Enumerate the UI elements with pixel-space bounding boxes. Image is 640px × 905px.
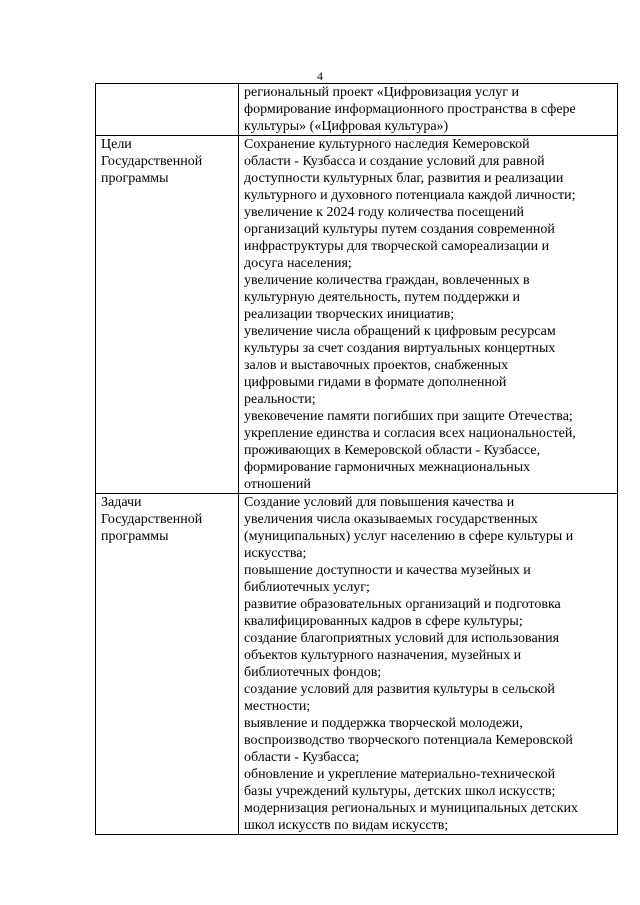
row-label-line: программы bbox=[101, 529, 169, 544]
content-line: культуры за счет создания виртуальных концертных bbox=[244, 341, 556, 356]
content-line: увеличения числа оказываемых государственных bbox=[244, 512, 538, 527]
row-label-line: Задачи bbox=[101, 495, 142, 510]
program-passport-table bbox=[95, 83, 618, 835]
row-label-cell bbox=[96, 494, 239, 835]
content-line: школ искусств по видам искусств; bbox=[244, 818, 449, 833]
content-line: увековечение памяти погибших при защите Отечества; bbox=[244, 409, 573, 424]
content-line: увеличение к 2024 году количества посещений bbox=[244, 205, 524, 220]
content-line: инфраструктуры для творческой самореализации и bbox=[244, 239, 550, 254]
row-content-cell bbox=[239, 136, 618, 494]
content-line: искусства; bbox=[244, 546, 307, 561]
content-line: увеличение числа обращений к цифровым ресурсам bbox=[244, 324, 556, 339]
content-line: доступности культурных благ, развития и реализации bbox=[244, 171, 564, 186]
content-line: области - Кузбасса; bbox=[244, 750, 360, 765]
content-line: квалифицированных кадров в сфере культуры; bbox=[244, 614, 523, 629]
content-line: местности; bbox=[244, 699, 311, 714]
content-line: области - Кузбасса и создание условий для равной bbox=[244, 154, 545, 169]
content-line: досуга населения; bbox=[244, 256, 352, 271]
content-line: формирование информационного пространства в сфере bbox=[244, 102, 576, 117]
row-content-cell bbox=[239, 84, 618, 136]
content-line: отношений bbox=[244, 477, 311, 492]
content-line: создание благоприятных условий для использования bbox=[244, 631, 560, 646]
content-line: библиотечных фондов; bbox=[244, 665, 382, 680]
content-line: цифровыми гидами в формате дополненной bbox=[244, 375, 507, 390]
content-line: реализации творческих инициатив; bbox=[244, 307, 455, 322]
content-line: проживающих в Кемеровской области - Кузбассе, bbox=[244, 443, 541, 458]
content-line: обновление и укрепление материально-технической bbox=[244, 767, 556, 782]
project-continuation-row bbox=[96, 84, 618, 136]
content-line: повышение доступности и качества музейных и bbox=[244, 563, 531, 578]
content-line: реальности; bbox=[244, 392, 316, 407]
content-line: укрепление единства и согласия всех национальностей, bbox=[244, 426, 576, 441]
content-line: (муниципальных) услуг населению в сфере культуры и bbox=[244, 529, 574, 544]
content-line: увеличение количества граждан, вовлеченных в bbox=[244, 273, 530, 288]
row-label-line: Цели bbox=[101, 137, 132, 152]
content-line: Создание условий для повышения качества и bbox=[244, 495, 515, 510]
content-line: региональный проект «Цифровизация услуг и bbox=[244, 85, 520, 100]
content-line: модернизация региональных и муниципальных детских bbox=[244, 801, 579, 816]
row-content-cell bbox=[239, 494, 618, 835]
table-body bbox=[96, 84, 618, 835]
tasks-row bbox=[96, 494, 618, 835]
content-line: Сохранение культурного наследия Кемеровской bbox=[244, 137, 530, 152]
page-number: 4 bbox=[317, 69, 323, 83]
content-line: формирование гармоничных межнациональных bbox=[244, 460, 531, 475]
row-label-cell bbox=[96, 136, 239, 494]
content-line: культурного и духовного потенциала каждой личности; bbox=[244, 188, 576, 203]
content-line: объектов культурного назначения, музейных и bbox=[244, 648, 522, 663]
row-label-cell bbox=[96, 84, 239, 136]
goals-row bbox=[96, 136, 618, 494]
content-line: организаций культуры путем создания современной bbox=[244, 222, 555, 237]
content-line: библиотечных услуг; bbox=[244, 580, 370, 595]
content-line: воспроизводство творческого потенциала Кемеровской bbox=[244, 733, 573, 748]
row-label-line: Государственной bbox=[101, 154, 203, 169]
row-label-line: Государственной bbox=[101, 512, 203, 527]
content-line: развитие образовательных организаций и подготовка bbox=[244, 597, 561, 612]
content-line: культуры» («Цифровая культура») bbox=[244, 119, 449, 134]
row-label-line: программы bbox=[101, 171, 169, 186]
content-line: культурную деятельность, путем поддержки и bbox=[244, 290, 520, 305]
content-line: выявление и поддержка творческой молодежи, bbox=[244, 716, 523, 731]
content-line: залов и выставочных проектов, снабженных bbox=[244, 358, 509, 373]
content-line: создание условий для развития культуры в сельской bbox=[244, 682, 555, 697]
content-line: базы учреждений культуры, детских школ искусств; bbox=[244, 784, 556, 799]
